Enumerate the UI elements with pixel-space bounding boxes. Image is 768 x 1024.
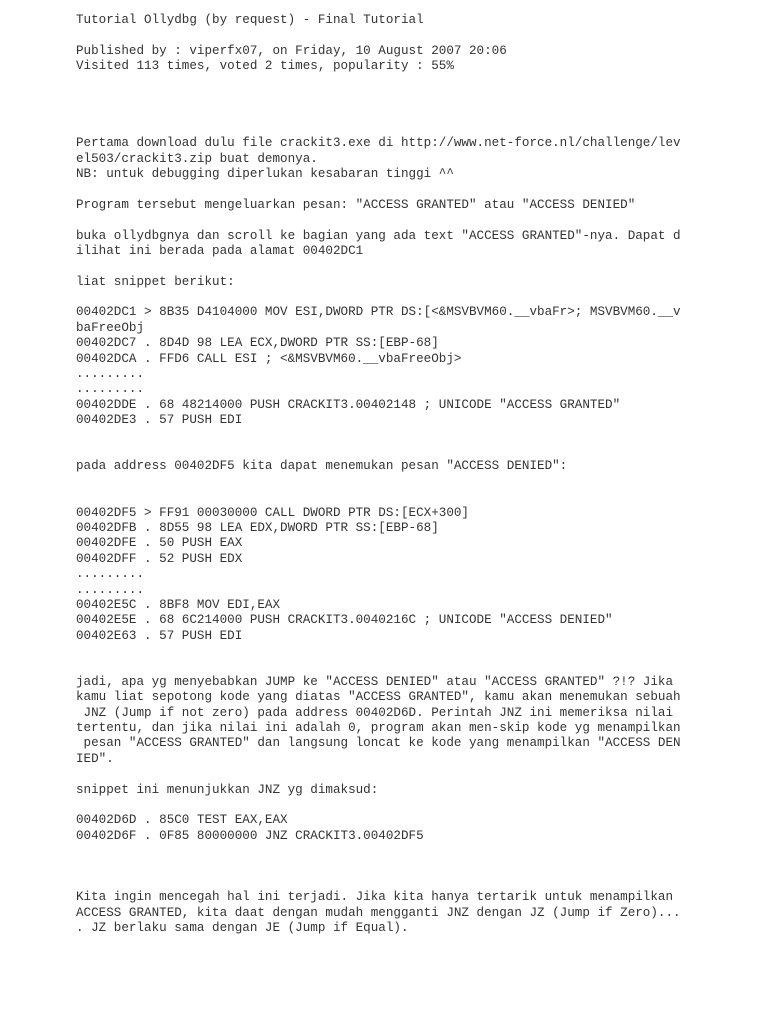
published-line: Published by : viperfx07, on Friday, 10 August 2007 20:06 xyxy=(76,43,507,58)
code-line: baFreeObj xyxy=(76,320,145,335)
intro-note: NB: untuk debugging diperlukan kesabaran tinggi ^^ xyxy=(76,166,454,181)
code-line: 00402DFB . 8D55 98 LEA EDX,DWORD PTR SS:[EBP-68] xyxy=(76,520,439,535)
stats-line: Visited 113 times, voted 2 times, popularity : 55% xyxy=(76,59,454,74)
ollydbg-instruction: ilihat ini berada pada alamat 00402DC1 xyxy=(76,243,364,258)
paragraph-line: Kita ingin mencegah hal ini terjadi. Jika kita hanya tertarik untuk menampilkan xyxy=(76,890,674,905)
code-line: 00402E5E . 68 6C214000 PUSH CRACKIT3.0040216C ; UNICODE "ACCESS DENIED" xyxy=(76,613,613,628)
code-line: 00402D6F . 0F85 80000000 JNZ CRACKIT3.00402DF5 xyxy=(76,828,424,843)
code-line: 00402E63 . 57 PUSH EDI xyxy=(76,628,243,643)
paragraph-line: tertentu, dan jika nilai ini adalah 0, program akan men-skip kode yg menampilkan xyxy=(76,721,681,736)
code-line: 00402DFF . 52 PUSH EDX xyxy=(76,551,243,566)
code-snippet-jnz xyxy=(76,813,716,844)
conclusion-paragraph xyxy=(76,890,716,936)
code-line: 00402DCA . FFD6 CALL ESI ; <&MSVBVM60.__vbaFreeObj> xyxy=(76,351,462,366)
jnz-intro: snippet ini menunjukkan JNZ yg dimaksud: xyxy=(76,782,379,797)
page-title: Tutorial Ollydbg (by request) - Final Tutorial xyxy=(76,13,424,27)
denied-intro: pada address 00402DF5 kita dapat menemukan pesan "ACCESS DENIED": xyxy=(76,459,568,474)
paragraph-line: JNZ (Jump if not zero) pada address 00402D6D. Perintah JNZ ini memeriksa nilai xyxy=(76,705,674,720)
paragraph-line: jadi, apa yg menyebabkan JUMP ke "ACCESS DENIED" atau "ACCESS GRANTED" ?!? Jika xyxy=(76,674,674,689)
ollydbg-instruction: buka ollydbgnya dan scroll ke bagian yang ada text "ACCESS GRANTED"-nya. Dapat d xyxy=(76,228,681,243)
code-line: ......... xyxy=(76,567,145,582)
document-page xyxy=(76,13,716,937)
code-line: 00402E5C . 8BF8 MOV EDI,EAX xyxy=(76,597,281,612)
code-line: ......... xyxy=(76,582,145,597)
paragraph-line: . JZ berlaku sama dengan JE (Jump if Equal). xyxy=(76,921,409,936)
paragraph-line: pesan "ACCESS GRANTED" dan langsung loncat ke kode yang menampilkan "ACCESS DEN xyxy=(76,736,681,751)
intro-line: el503/crackit3.zip buat demonya. xyxy=(76,151,318,166)
paragraph-line: IED". xyxy=(76,751,114,766)
code-snippet-granted xyxy=(76,305,716,428)
code-line: 00402DDE . 68 48214000 PUSH CRACKIT3.00402148 ; UNICODE "ACCESS GRANTED" xyxy=(76,397,621,412)
code-line: 00402DE3 . 57 PUSH EDI xyxy=(76,413,243,428)
snippet-intro: liat snippet berikut: xyxy=(76,274,235,289)
code-line: 00402DFE . 50 PUSH EAX xyxy=(76,536,243,551)
paragraph-line: ACCESS GRANTED, kita daat dengan mudah mengganti JNZ dengan JZ (Jump if Zero)... xyxy=(76,905,681,920)
code-snippet-denied xyxy=(76,506,716,645)
explanation-paragraph xyxy=(76,675,716,767)
intro-line: Pertama download dulu file crackit3.exe di http://www.net-force.nl/challenge/lev xyxy=(76,136,681,151)
paragraph-line: kamu liat sepotong kode yang diatas "ACCESS GRANTED", kamu akan menemukan sebuah xyxy=(76,690,681,705)
code-line: 00402DF5 > FF91 00030000 CALL DWORD PTR DS:[ECX+300] xyxy=(76,505,469,520)
code-line: 00402DC1 > 8B35 D4104000 MOV ESI,DWORD PTR DS:[<&MSVBVM60.__vbaFr>; MSVBVM60.__v xyxy=(76,305,681,320)
code-line: 00402D6D . 85C0 TEST EAX,EAX xyxy=(76,813,288,828)
program-message: Program tersebut mengeluarkan pesan: "ACCESS GRANTED" atau "ACCESS DENIED" xyxy=(76,197,636,212)
code-line: ......... xyxy=(76,367,145,382)
code-line: 00402DC7 . 8D4D 98 LEA ECX,DWORD PTR SS:[EBP-68] xyxy=(76,336,439,351)
code-line: ......... xyxy=(76,382,145,397)
